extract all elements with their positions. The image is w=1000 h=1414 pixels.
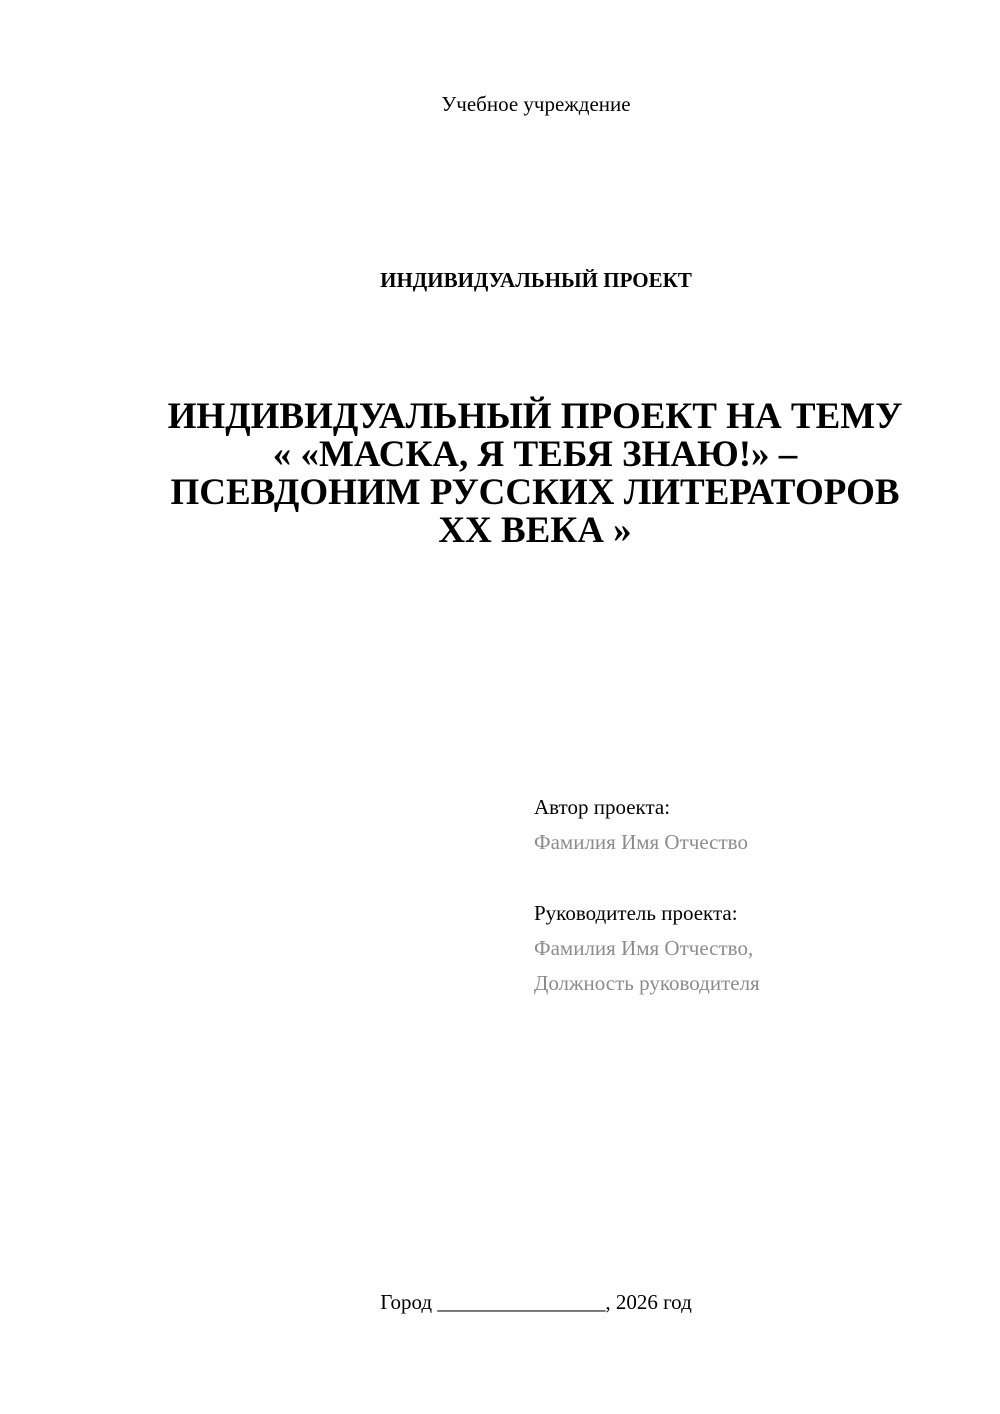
project-label: ИНДИВИДУАЛЬНЫЙ ПРОЕКТ — [380, 268, 692, 292]
city-year-line: Город ________________, 2026 год — [380, 1290, 692, 1314]
title-line: XX ВЕКА » — [438, 510, 632, 551]
title-line: ПСЕВДОНИМ РУССКИХ ЛИТЕРАТОРОВ — [170, 472, 900, 513]
title-line: ИНДИВИДУАЛЬНЫЙ ПРОЕКТ НА ТЕМУ — [167, 396, 903, 437]
project-title — [140, 398, 930, 550]
supervisor-label: Руководитель проекта: — [534, 901, 738, 925]
spacer — [534, 860, 974, 896]
author-name: Фамилия Имя Отчество — [534, 830, 748, 854]
author-label: Автор проекта: — [534, 795, 671, 819]
title-line: « «МАСКА, Я ТЕБЯ ЗНАЮ!» – — [272, 434, 798, 475]
project-people — [534, 790, 974, 1001]
institution-name: Учебное учреждение — [441, 92, 631, 116]
supervisor-position: Должность руководителя — [534, 971, 760, 995]
supervisor-name: Фамилия Имя Отчество, — [534, 936, 754, 960]
